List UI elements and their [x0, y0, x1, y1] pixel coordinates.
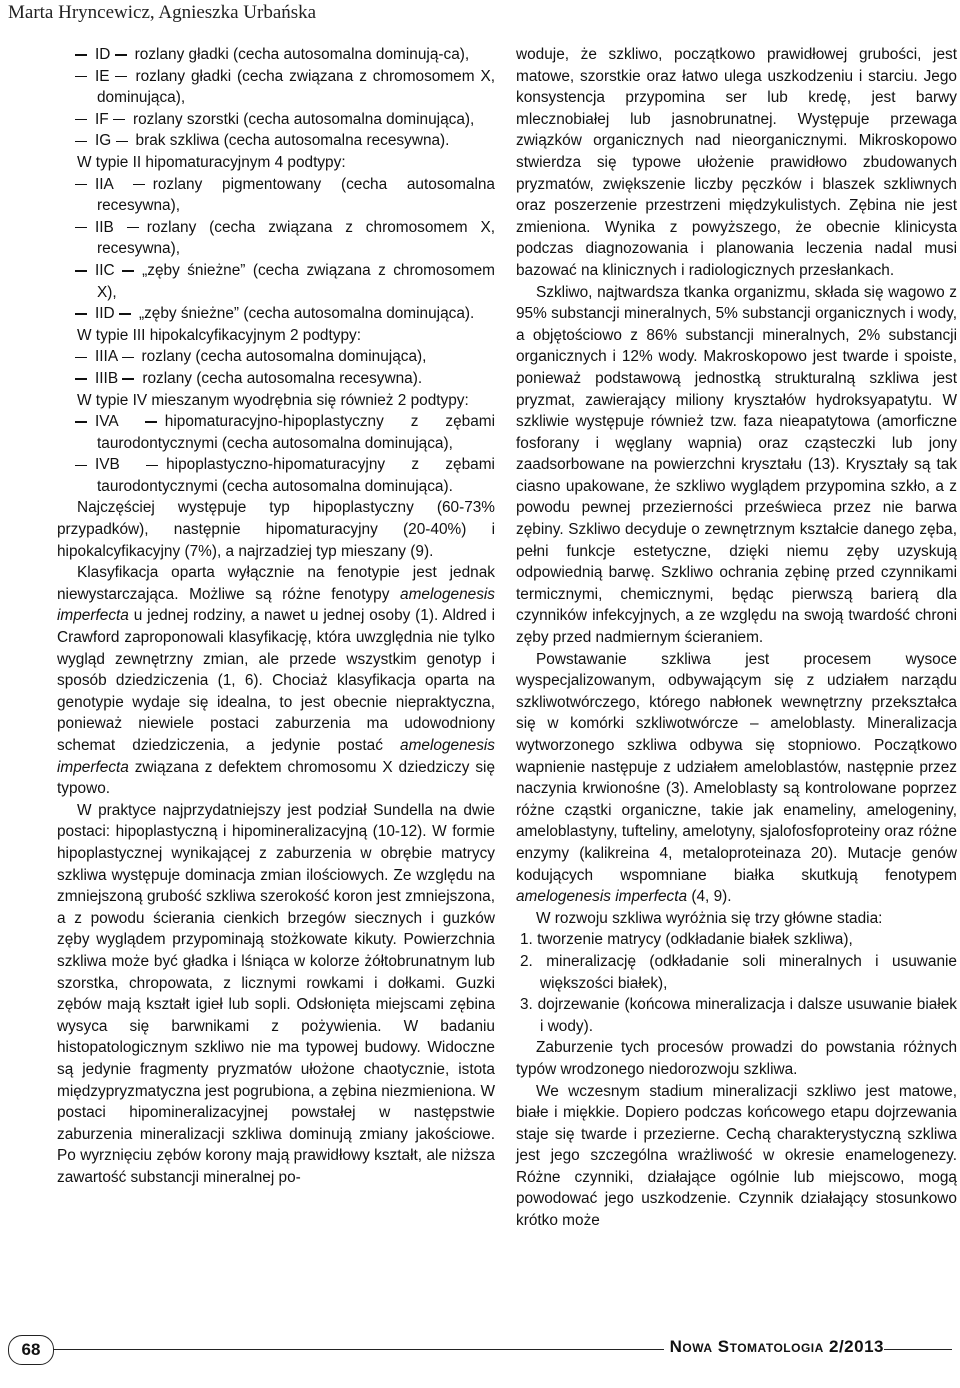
dash-icon [115, 54, 127, 55]
right-column [516, 44, 957, 1232]
dash-icon [127, 227, 139, 228]
dash-icon [75, 119, 87, 120]
dash-icon [113, 119, 125, 120]
numbered-item: 3. dojrzewanie (końcowa mineralizacja i dalsze usuwanie białek i wody). [520, 996, 957, 1035]
list-item-ie: IE rozlany gładki (cecha związana z chromosomem X, dominująca), [57, 66, 495, 109]
paragraph: We wczesnym stadium mineralizacji szkliwo jest matowe, białe i miękkie. Dopiero podczas końcowego etapu dojrzewania staje się twarde i przezierne. Cechą charakterystyczną szkliwa jest jego szczególna wrażliwość w okresie enamelogenezy. Różne czynniki, działające ogólnie lub miejscowo, mogą powodować jego uszkodzenie. Czynnik działający stosunkowo krótko może [516, 1082, 957, 1230]
dash-icon [119, 313, 131, 314]
dash-icon [116, 141, 128, 142]
dash-icon [75, 270, 87, 271]
paragraph: woduje, że szkliwo, początkowo prawidłowej grubości, jest matowe, szorstkie oraz łatwo ulega uszkodzeniu i starciu. Jego konsystencja przypomina ser lub kredę, jest barwy mlecznobiałej lub jasnobrunatnej. Występuje przewaga związków organicznych nad nieorganicznymi. Mikroskopowo stwierdza się typowe ułożenie prawidłowo zbudowanych pryzmatów, zwiększenie liczby pęczków i blaszek szkliwnych oraz poszerzenie przestrzeni międzykulistych. Zębina nie jest zmieniona. Wynika z powyższego, że obecnie klinicysta podczas diagnozowania i planowania leczenia nadal musi bazować na klinicznych i radiologicznych przesłankach. [516, 46, 957, 279]
running-header-authors: Marta Hryncewicz, Agnieszka Urbańska [8, 2, 317, 23]
dash-icon [122, 378, 134, 379]
list-item-ig: IG brak szkliwa (cecha autosomalna recesywna). [57, 130, 495, 152]
dash-icon [146, 465, 158, 466]
paragraph: W typie III hipokalcyfikacyjnym 2 podtypy: [77, 326, 361, 344]
paragraph: W praktyce najprzydatniejszy jest podział Sundella na dwie postaci: hipoplastyczną i hipomineralizacyjną (10-12). W formie hipoplastycznej wynikającej z zaburzenia w obrębie matrycy szkliwa występuje dominacja zmian ilościowych. Ze względu na zmniejszoną grubość szkliwa szerokość koron jest zmniejszona, a z powodu ścierania cienkich brzegów siecznych i guzków zęby wyglądem przypominają stożkowate kikuty. Powierzchnia szkliwa może być gładka i lśniąca w kolorze żółtobrunatnym lub szorstka, chropowata, z licznymi rowkami i dołkami. Guzki zębów mają kształt igieł lub sopli. Odsłonięta miejscami zębina wysyca się barwnikami z pożywienia. W badaniu histopatologicznym szkliwo nie ma typowej budowy. Widoczne są jedynie fragmenty pryzmatów ułożone chaotycznie, istota międzypryzmatyczna jest pogrubiona, a zębina niezmieniona. W postaci hipomineralizacyjnej powstałej w następstwie zaburzenia mineralizacji szkliwa dominują zmiany jakościowe. Po wyrznięciu zębów korony mają prawidłowy kształt, ale niższa zawartość substancji mineralnej po- [57, 801, 495, 1186]
dash-icon [75, 227, 87, 228]
paragraph: W typie IV mieszanym wyodrębnia się również 2 podtypy: [77, 391, 469, 409]
dash-icon [115, 76, 127, 77]
dash-icon [75, 76, 87, 77]
list-item-iid: IID „zęby śnieżne” (cecha autosomalna dominująca). [57, 303, 495, 325]
paragraph: Szkliwo, najtwardsza tkanka organizmu, składa się wagowo z 95% substancji mineralnych, 5% substancji organicznych i wody, a objętościowo z 86% substancji mineralnych, 2% substancji organicznych i 12% wody. Makroskopowo jest twarde i spoiste, ponieważ podstawową jednostką strukturalną szkliwa jest pryzmat, zawierający miliony kryształów hydroksyapatytu. W szkliwie występuje również tzw. faza nieapatytowa (amorficzne fosforany i węglany wapnia) oraz cząsteczki lub jony zaadsorbowane na powierzchni kryształu (13). Kryształy są tak ciasno upakowane, że szkliwo wyglądem przypomina szkło, a z powodu pewnej przezierności prześwieca przez nie barwa zębiny. Szkliwo decyduje o zewnętrznym kształcie danego zęba, pełni funkcje estetyczne, dzięki niemu zęby uzyskują odpowiednią barwę. Szkliwo ochrania zębinę przed czynnikami termicznymi, chemicznymi, będąc pierwszą barierą dla czynników infekcyjnych, a ze względu na swoją twardość chroni zęby przed nadmiernym ścieraniem. [516, 283, 957, 647]
numbered-item: 1. tworzenie matrycy (odkładanie białek szkliwa), [520, 931, 853, 949]
dash-icon [122, 270, 134, 271]
list-item-ivb: IVB hipoplastyczno-hipomaturacyjny z zębami taurodontycznymi (cecha autosomalna dominująca). [57, 454, 495, 497]
paragraph: Najczęściej występuje typ hipoplastyczny (60-73% przypadków), następnie hipomaturacyjny (20-40%) i hipokalcyfikacyjny (7%), a najrzadziej typ mieszany (9). [57, 499, 495, 560]
page-footer [0, 1332, 960, 1372]
list-item-iiib: IIIB rozlany (cecha autosomalna recesywna). [57, 368, 495, 390]
dash-icon [75, 141, 87, 142]
page-number: 68 [8, 1335, 54, 1365]
dash-icon [75, 465, 87, 466]
dash-icon [75, 184, 87, 185]
dash-icon [145, 421, 157, 422]
paragraph: Zaburzenie tych procesów prowadzi do powstania różnych typów wrodzonego niedorozwoju szkliwa. [516, 1039, 957, 1078]
dash-icon [133, 184, 145, 185]
paragraph: W typie II hipomaturacyjnym 4 podtypy: [77, 153, 346, 171]
list-item-iva: IVA hipomaturacyjno-hipoplastyczny z zębami taurodontycznymi (cecha autosomalna dominująca), [57, 411, 495, 454]
journal-title: Nowa Stomatologia 2/2013 [664, 1337, 884, 1357]
paragraph-classification: Klasyfikacja oparta wyłącznie na fenotypie jest jednak niewystarczająca. Możliwe są różne fenotypy amelogenesis imperfecta u jednej rodziny, a nawet u jednej osoby (1). Aldred i Crawford zaproponowali klasyfikację, która uwzględnia nie tylko wygląd zewnętrzny zmian, ale przede wszystkim genotyp i sposób dziedziczenia (1, 6). Chociaż klasyfikacja oparta na genotypie wydaje się idealna, to jest obecnie niepraktyczna, ponieważ niewiele postaci zaburzenia ma udowodniony schemat dziedziczenia, a jedynie postać amelogenesis imperfecta związana z defektem chromosomu X dziedziczy się typowo. [57, 564, 495, 798]
numbered-item: 2. mineralizację (odkładanie soli mineralnych i usuwanie większości białek), [520, 952, 957, 992]
paragraph-enamel-formation: Powstawanie szkliwa jest procesem wysoce wyspecjalizowanym, odbywającym się z udziałem narządu szkliwotwórczego, którego nabłonek wewnętrzny przekształca się w komórki szkliwotwórcze – ameloblasty. Mineralizacja wytworzonego szkliwa odbywa się stopniowo. Początkowo wapnienie następuje z udziałem ameloblastów, następnie przez naczynia krwionośne (3). Ameloblasty są kontrolowane poprzez różne cząstki organiczne, takie jak enameliny, amelogeniny, ameloblastyny, tufteliny, amelotyny, sjalofosfoproteiny oraz różne enzymy (kalikreina 4, metaloproteinaza 20). Mutacje genów kodujących wspomniane białka skutkują fenotypem amelogenesis imperfecta (4, 9). [516, 650, 957, 906]
list-item-iib: IIB rozlany (cecha związana z chromosomem X, recesywna), [57, 217, 495, 260]
list-item-iic: IIC „zęby śnieżne” (cecha związana z chromosomem X), [57, 260, 495, 303]
list-item-iia: IIA rozlany pigmentowany (cecha autosomalna recesywna), [57, 174, 495, 217]
dash-icon [75, 421, 87, 422]
left-column [57, 44, 495, 1188]
dash-icon [75, 357, 87, 358]
list-item-id: ID rozlany gładki (cecha autosomalna dominują-ca), [57, 44, 495, 66]
dash-icon [75, 54, 87, 55]
dash-icon [75, 378, 87, 379]
dash-icon [75, 313, 87, 314]
dash-icon [122, 357, 134, 358]
list-item-iiia: IIIA rozlany (cecha autosomalna dominująca), [57, 346, 495, 368]
list-item-if: IF rozlany szorstki (cecha autosomalna dominująca), [57, 109, 495, 131]
paragraph: W rozwoju szkliwa wyróżnia się trzy główne stadia: [536, 909, 883, 927]
